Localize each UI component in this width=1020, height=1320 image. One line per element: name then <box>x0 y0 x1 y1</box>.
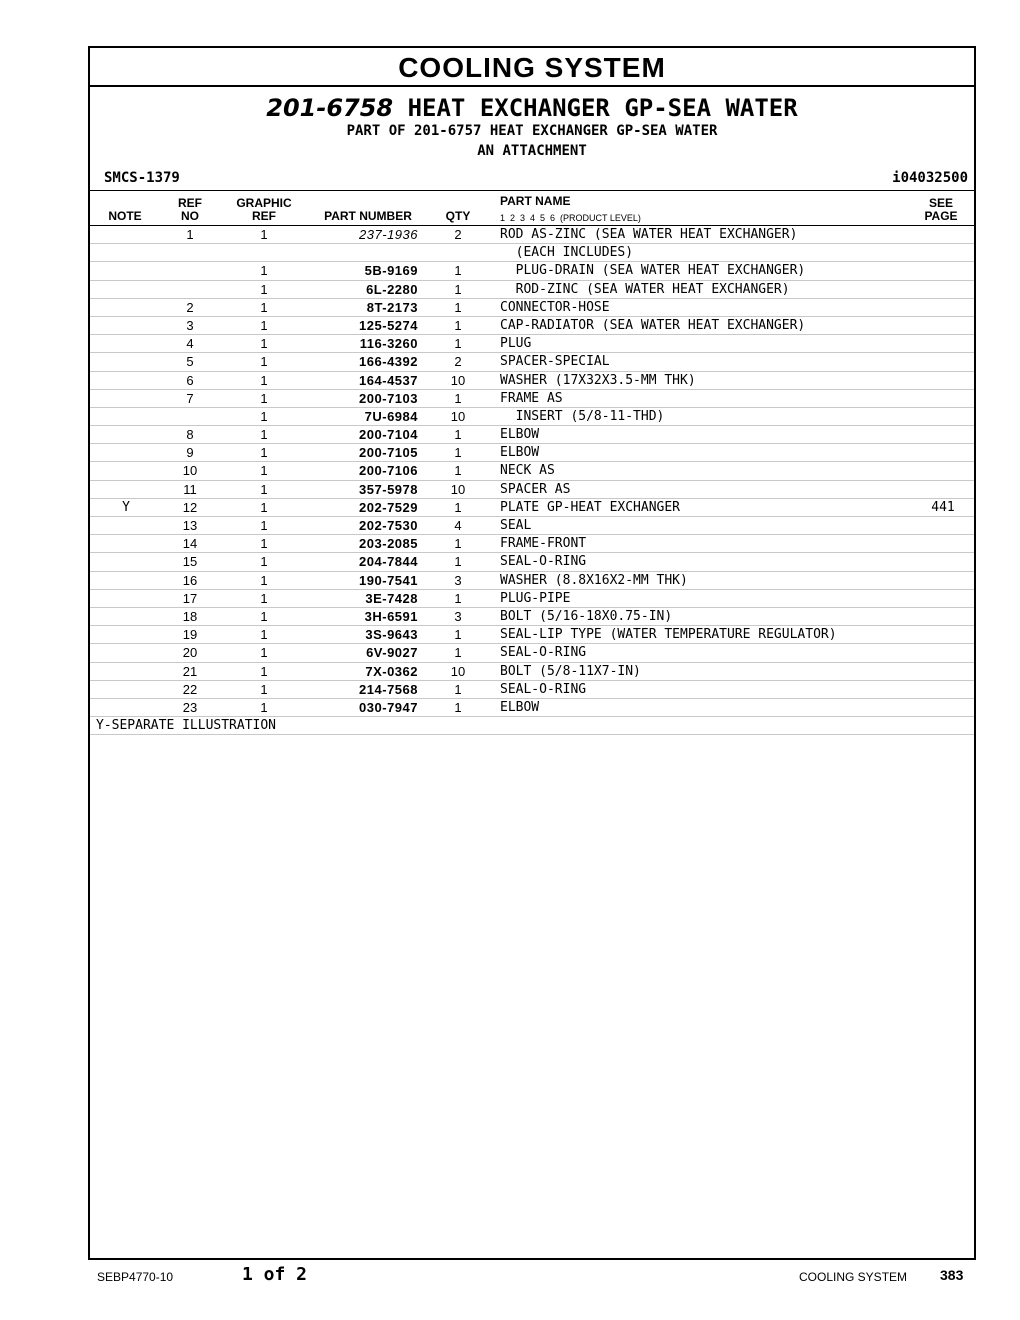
graphic-ref-cell: 1 <box>260 554 268 570</box>
graphic-ref-cell: 1 <box>260 518 268 533</box>
qty-cell: 10 <box>450 372 466 388</box>
part-number-cell: 357-5978 <box>359 481 418 497</box>
ref-no-cell: 7 <box>186 390 194 406</box>
qty-cell: 10 <box>450 408 466 424</box>
ref-no-cell: 22 <box>182 681 198 697</box>
table-row <box>90 444 974 462</box>
qty-cell: 3 <box>454 608 462 624</box>
part-number-cell: 164-4537 <box>359 372 418 388</box>
qty-cell: 1 <box>454 299 462 315</box>
ref-no-cell: 10 <box>182 463 198 479</box>
ref-no-cell: 1 <box>186 227 194 242</box>
table-row <box>90 372 974 390</box>
ref-no-cell: 21 <box>182 663 198 679</box>
table-row <box>90 408 974 426</box>
qty-cell: 1 <box>454 554 462 570</box>
part-name-cell: CONNECTOR-HOSE <box>500 299 610 315</box>
ref-no-cell: 18 <box>182 608 198 624</box>
part-name-cell: WASHER (8.8X16X2-MM THK) <box>500 572 688 588</box>
part-name-cell: PLUG-PIPE <box>500 590 571 606</box>
ref-no-cell: 2 <box>186 299 194 315</box>
graphic-ref-cell: 1 <box>260 499 268 515</box>
ref-no-cell: 15 <box>182 554 198 570</box>
part-number-cell: 200-7105 <box>359 445 418 461</box>
ref-no-cell: 4 <box>186 336 194 352</box>
qty-cell: 1 <box>454 681 462 697</box>
table-row <box>90 644 974 662</box>
qty-cell: 1 <box>454 336 462 352</box>
ref-no-cell: 16 <box>182 572 198 588</box>
part-name-cell: PLUG <box>500 336 532 352</box>
table-row <box>90 262 974 280</box>
qty-cell: 1 <box>454 445 462 461</box>
table-row <box>90 663 974 681</box>
part-name-cell: ROD-ZINC (SEA WATER HEAT EXCHANGER) <box>500 281 790 297</box>
part-name-cell: ROD AS-ZINC (SEA WATER HEAT EXCHANGER) <box>500 227 798 242</box>
part-name-cell: SEAL-O-RING <box>500 645 587 661</box>
part-number-cell: 125-5274 <box>359 317 418 333</box>
attachment-line: AN ATTACHMENT <box>477 143 587 159</box>
part-name-cell: SEAL-O-RING <box>500 681 587 697</box>
ref-no-cell: 8 <box>186 427 194 443</box>
qty-cell: 10 <box>450 481 466 497</box>
ref-no-cell: 12 <box>182 499 198 515</box>
col-ref-header-bottom: NO <box>181 209 199 223</box>
part-number-cell: 6L-2280 <box>366 281 418 297</box>
footer-section: COOLING SYSTEM <box>799 1270 908 1284</box>
page-frame <box>88 46 976 1260</box>
qty-cell: 1 <box>454 317 462 333</box>
part-number-cell: 200-7106 <box>359 463 418 479</box>
footnote-text: Y-SEPARATE ILLUSTRATION <box>96 718 277 734</box>
col-note-header: NOTE <box>108 209 142 223</box>
graphic-ref-cell: 1 <box>260 481 268 497</box>
part-name-cell: SEAL-O-RING <box>500 554 587 570</box>
table-row <box>90 590 974 608</box>
part-name-cell: SEAL-LIP TYPE (WATER TEMPERATURE REGULATOR) <box>500 627 837 643</box>
footnote-row <box>90 717 974 735</box>
qty-cell: 2 <box>454 354 462 370</box>
table-row <box>90 626 974 644</box>
table-row <box>90 281 974 299</box>
table-row <box>90 335 974 353</box>
group-title <box>90 94 974 122</box>
graphic-ref-cell: 1 <box>260 627 268 643</box>
part-number-cell: 116-3260 <box>359 336 418 352</box>
part-number-cell: 204-7844 <box>359 554 418 570</box>
parent-group-line: PART OF 201-6757 HEAT EXCHANGER GP-SEA WATER <box>346 123 718 139</box>
part-number-cell: 5B-9169 <box>364 263 418 279</box>
part-name-cell: WASHER (17X32X3.5-MM THK) <box>500 372 696 388</box>
graphic-ref-cell: 1 <box>260 463 268 479</box>
qty-cell: 1 <box>454 627 462 643</box>
part-number-cell: 202-7530 <box>359 518 418 533</box>
table-row <box>90 426 974 444</box>
ref-no-cell: 13 <box>182 518 198 533</box>
part-number-cell: 6V-9027 <box>366 645 418 661</box>
qty-cell: 1 <box>454 645 462 661</box>
part-name-cell: PLUG-DRAIN (SEA WATER HEAT EXCHANGER) <box>500 263 806 279</box>
part-number-cell: 7X-0362 <box>365 663 418 679</box>
part-name-cell: (EACH INCLUDES) <box>500 245 634 261</box>
part-number-cell: 190-7541 <box>359 572 418 588</box>
graphic-ref-cell: 1 <box>260 608 268 624</box>
parts-table <box>90 226 974 735</box>
part-number-cell: 7U-6984 <box>364 408 418 424</box>
table-row <box>90 499 974 517</box>
see-page-cell: 441 <box>931 499 955 515</box>
graphic-ref-cell: 1 <box>260 354 268 370</box>
part-name-cell: BOLT (5/16-18X0.75-IN) <box>500 608 673 624</box>
table-row <box>90 462 974 480</box>
ref-no-cell: 11 <box>183 481 197 497</box>
graphic-ref-cell: 1 <box>260 372 268 388</box>
part-name-cell: FRAME-FRONT <box>500 536 587 552</box>
part-name-cell: ELBOW <box>500 445 540 461</box>
footer-doc-id: SEBP4770-10 <box>97 1270 174 1284</box>
group-part-number: 201-6758 <box>266 94 394 122</box>
qty-cell: 1 <box>454 427 462 443</box>
graphic-ref-cell: 1 <box>260 590 268 606</box>
qty-cell: 1 <box>454 390 462 406</box>
table-row <box>90 681 974 699</box>
graphic-ref-cell: 1 <box>260 336 268 352</box>
ref-no-cell: 5 <box>186 354 194 370</box>
graphic-ref-cell: 1 <box>260 281 268 297</box>
graphic-ref-cell: 1 <box>260 681 268 697</box>
part-number-cell: 200-7104 <box>359 427 418 443</box>
part-name-cell: PLATE GP-HEAT EXCHANGER <box>500 499 681 515</box>
graphic-ref-cell: 1 <box>260 390 268 406</box>
col-see-header-bottom: PAGE <box>924 209 958 223</box>
part-number-cell: 214-7568 <box>359 681 418 697</box>
part-number-cell: 202-7529 <box>359 499 418 515</box>
part-name-cell: ELBOW <box>500 427 540 443</box>
qty-cell: 4 <box>454 518 462 533</box>
part-name-cell: SEAL <box>500 518 532 533</box>
smcs-code: SMCS-1379 <box>104 170 180 186</box>
col-ref-header-top: REF <box>178 196 202 210</box>
section-title: COOLING SYSTEM <box>90 48 974 87</box>
ref-no-cell: 19 <box>182 627 198 643</box>
part-name-cell: INSERT (5/8-11-THD) <box>500 408 665 424</box>
part-number-cell: 3H-6591 <box>364 608 418 624</box>
part-name-cell: ELBOW <box>500 699 540 715</box>
qty-cell: 1 <box>454 590 462 606</box>
graphic-ref-cell: 1 <box>260 299 268 315</box>
part-name-cell: CAP-RADIATOR (SEA WATER HEAT EXCHANGER) <box>500 317 806 333</box>
footer-page-of: 1 of 2 <box>242 1264 308 1285</box>
table-row <box>90 390 974 408</box>
part-name-cell: BOLT (5/8-11X7-IN) <box>500 663 641 679</box>
ref-no-cell: 14 <box>182 536 198 552</box>
ref-no-cell: 17 <box>182 590 198 606</box>
table-row <box>90 699 974 717</box>
graphic-ref-cell: 1 <box>260 645 268 661</box>
ref-no-cell: 6 <box>186 372 194 388</box>
graphic-ref-cell: 1 <box>260 445 268 461</box>
part-number-cell: 8T-2173 <box>366 299 418 315</box>
qty-cell: 1 <box>454 281 462 297</box>
part-number-cell: 030-7947 <box>359 699 418 715</box>
part-name-cell: SPACER AS <box>500 481 571 497</box>
part-name-cell: SPACER-SPECIAL <box>500 354 610 370</box>
graphic-ref-cell: 1 <box>260 408 268 424</box>
table-row <box>90 244 974 262</box>
table-row <box>90 572 974 590</box>
graphic-ref-cell: 1 <box>260 317 268 333</box>
part-number-cell: 3E-7428 <box>365 590 418 606</box>
qty-cell: 1 <box>454 536 462 552</box>
table-row <box>90 535 974 553</box>
table-row <box>90 517 974 535</box>
header-top-rule <box>90 190 974 191</box>
part-number-cell: 3S-9643 <box>365 627 418 643</box>
col-graphic-header-top: GRAPHIC <box>236 196 292 210</box>
table-row <box>90 353 974 371</box>
col-qty-header: QTY <box>445 209 471 223</box>
part-name-cell: FRAME AS <box>500 390 563 406</box>
illustration-id: i04032500 <box>892 170 968 186</box>
qty-cell: 1 <box>454 499 462 515</box>
footer-page-number: 383 <box>940 1267 964 1283</box>
product-level-header: 1 2 3 4 5 6 (PRODUCT LEVEL) <box>500 213 641 223</box>
col-see-header-top: SEE <box>928 196 953 210</box>
table-row <box>90 553 974 571</box>
qty-cell: 1 <box>454 699 462 715</box>
part-number-cell: 237-1936 <box>359 227 418 242</box>
table-row <box>90 608 974 626</box>
qty-cell: 1 <box>454 263 462 279</box>
ref-no-cell: 23 <box>182 699 198 715</box>
col-part-name-header: PART NAME <box>500 194 571 208</box>
note-cell: Y <box>122 499 130 515</box>
group-name: HEAT EXCHANGER GP-SEA WATER <box>407 94 798 122</box>
qty-cell: 2 <box>454 227 462 242</box>
col-graphic-header-bottom: REF <box>252 209 276 223</box>
col-part-number-header: PART NUMBER <box>324 209 412 223</box>
table-row <box>90 226 974 244</box>
ref-no-cell: 3 <box>186 317 194 333</box>
part-name-cell: NECK AS <box>500 463 555 479</box>
table-row <box>90 317 974 335</box>
part-number-cell: 203-2085 <box>359 536 418 552</box>
table-row <box>90 299 974 317</box>
part-number-cell: 200-7103 <box>359 390 418 406</box>
graphic-ref-cell: 1 <box>260 227 268 242</box>
graphic-ref-cell: 1 <box>260 427 268 443</box>
graphic-ref-cell: 1 <box>260 663 268 679</box>
ref-no-cell: 9 <box>186 445 194 461</box>
graphic-ref-cell: 1 <box>260 263 268 279</box>
graphic-ref-cell: 1 <box>260 536 268 552</box>
ref-no-cell: 20 <box>182 645 198 661</box>
table-row <box>90 481 974 499</box>
qty-cell: 1 <box>454 463 462 479</box>
graphic-ref-cell: 1 <box>260 572 268 588</box>
qty-cell: 10 <box>450 663 466 679</box>
qty-cell: 3 <box>454 572 462 588</box>
graphic-ref-cell: 1 <box>260 699 268 715</box>
part-number-cell: 166-4392 <box>359 354 418 370</box>
